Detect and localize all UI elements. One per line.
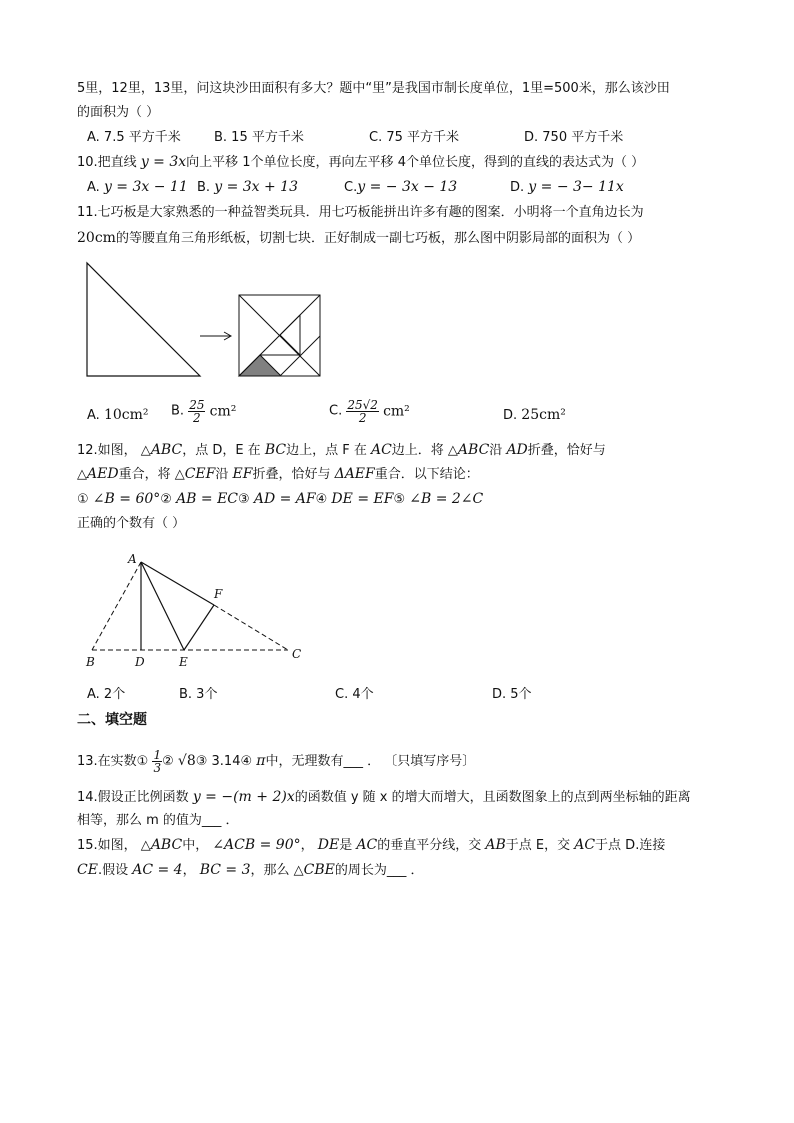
- q9-option-b: B. 15 平方千米: [214, 130, 304, 145]
- point-b-label: B: [86, 655, 95, 669]
- q9-line1: 5里，12里，13里，问这块沙田面积有多大？题中“里”是我国市制长度单位，1里=500米，那么该沙田: [77, 81, 670, 96]
- q12-option-d: D. 5个: [492, 687, 532, 702]
- q10-option-d: D. y = − 3− 11x: [510, 179, 624, 195]
- q14-line1: 14.假设正比例函数 y = −(m + 2)x的函数值 y 随 x 的增大而增大，且函数图象上的点到两坐标轴的距离: [77, 789, 691, 805]
- section-heading: 二、填空题: [77, 712, 147, 728]
- point-e-label: E: [179, 655, 188, 669]
- point-f-label: F: [214, 587, 223, 601]
- tangram-square: [239, 295, 320, 376]
- q9-option-c: C. 75 平方千米: [369, 130, 460, 145]
- q10-stem: 10.把直线 y = 3x向上平移 1个单位长度，再向左平移 4个单位长度，得到的直线的表达式为（ ）: [77, 154, 645, 170]
- q12-conclusions: ① ∠B = 60°② AB = EC③ AD = AF④ DE = EF⑤ ∠B = 2∠C: [77, 491, 484, 507]
- shaded-piece: [239, 355, 281, 376]
- point-a-label: A: [128, 552, 137, 566]
- q12-line4: 正确的个数有（ ）: [77, 516, 186, 531]
- q9-option-a: A. 7.5 平方千米: [87, 130, 181, 145]
- q9-option-d: D. 750 平方千米: [524, 130, 624, 145]
- q9-line2: 的面积为（ ）: [77, 105, 160, 120]
- q11-figure: [82, 258, 342, 383]
- q12-line1: 12.如图， △ABC，点 D，E 在 BC边上，点 F 在 AC边上．将 △ABC沿 AD折叠，恰好与: [77, 442, 606, 458]
- q14-line2: 相等，那么 m 的值为___ ．: [77, 813, 239, 828]
- q11-line1: 11.七巧板是大家熟悉的一种益智类玩具．用七巧板能拼出许多有趣的图案．小明将一个直角边长为: [77, 205, 644, 220]
- q11-option-d: D. 25cm²: [503, 407, 566, 423]
- q12-option-a: A. 2个: [87, 687, 126, 702]
- q10-option-b: B. y = 3x + 13: [197, 179, 298, 195]
- right-isosceles-triangle: [87, 263, 200, 376]
- q11-option-a: A. 10cm²: [87, 407, 149, 423]
- q12-option-b: B. 3个: [179, 687, 218, 702]
- q11-option-b: B. $\frac{25}{2}$ cm²: [171, 398, 237, 425]
- q12-line2: △AED重合，将 △CEF沿 EF折叠，恰好与 ΔAEF重合．以下结论：: [77, 466, 479, 482]
- q12-option-c: C. 4个: [335, 687, 374, 702]
- q10-option-c: C.y = − 3x − 13: [344, 179, 458, 195]
- q11-option-c: C. $\frac{25√2}{2}$ cm²: [329, 398, 410, 425]
- point-c-label: C: [292, 647, 302, 661]
- arrow-right-icon: [200, 332, 231, 340]
- q15-line2: CE.假设 AC = 4， BC = 3，那么 △CBE的周长为___ ．: [77, 862, 424, 878]
- q13-stem: 13.在实数① $\frac{1}{3}$ ② √8③ 3.14④ π中，无理数有___ ． 〔只填写序号〕: [77, 748, 476, 775]
- q11-line2: 20cm的等腰直角三角形纸板，切割七块．正好制成一副七巧板，那么图中阴影局部的面积为（ ）: [77, 230, 641, 246]
- q12-figure: [80, 550, 320, 670]
- point-d-label: D: [135, 655, 145, 669]
- q10-option-a: A. y = 3x − 11: [87, 179, 188, 195]
- q15-line1: 15.如图， △ABC中， ∠ACB = 90°， DE是 AC的垂直平分线，交 AB于点 E，交 AC于点 D.连接: [77, 837, 666, 853]
